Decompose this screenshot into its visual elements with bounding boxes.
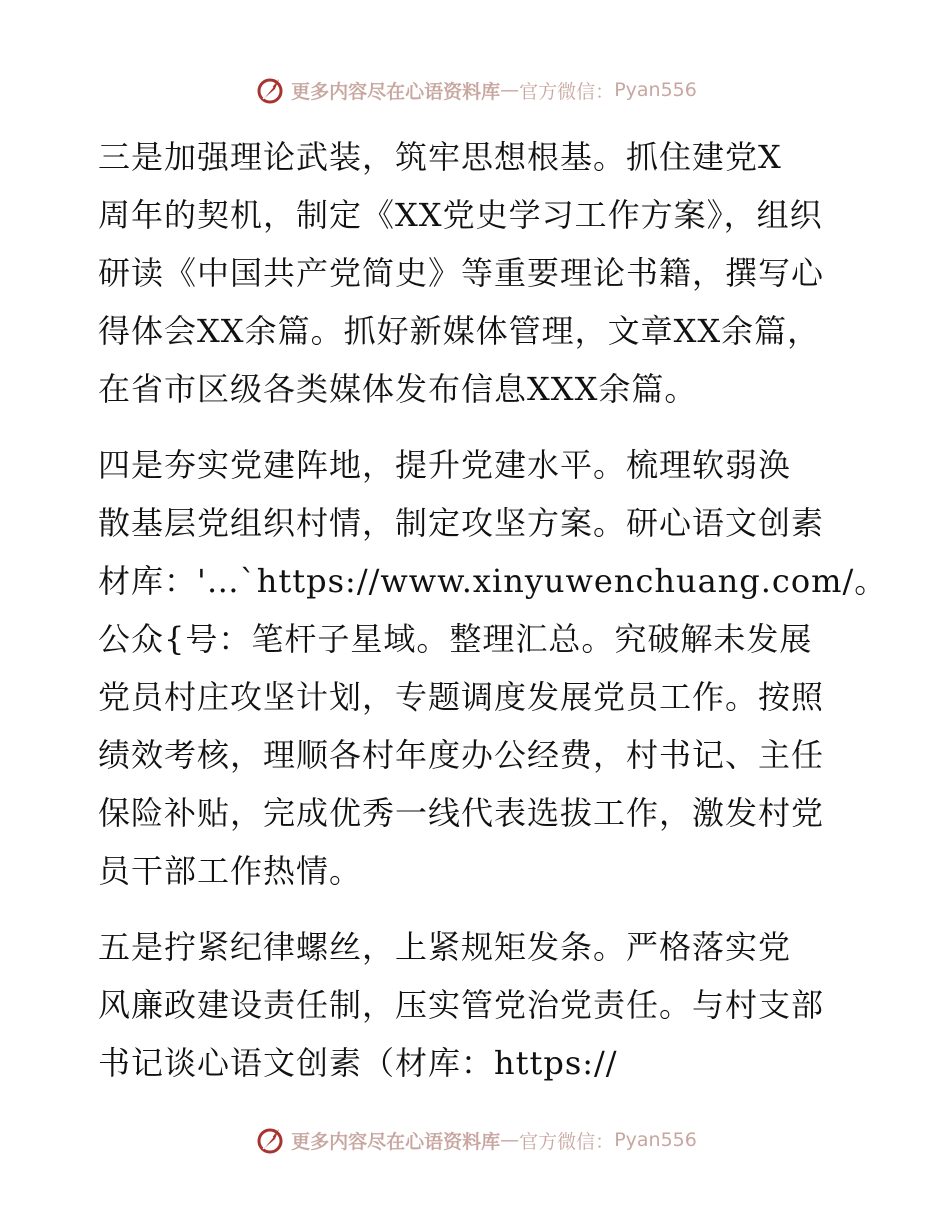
header-banner <box>0 72 950 108</box>
text-line: 周年的契机，制定《XX党史学习工作方案》，组织 <box>98 196 823 234</box>
text-line: 保险补贴，完成优秀一线代表选拔工作，激发村党 <box>98 794 825 832</box>
footer-dash: — <box>500 1129 520 1151</box>
paragraph-3 <box>98 918 858 1092</box>
text-line: 书记谈心语文创素（材库：https:// <box>98 1044 618 1082</box>
text-line: 员干部工作热情。 <box>98 852 363 890</box>
text-line: 四是夯实党建阵地，提升党建水平。梳理软弱涣 <box>98 446 792 484</box>
text-line: 散基层党组织村情，制定攻坚方案。研心语文创素 <box>98 504 825 542</box>
text-line: 三是加强理论武装，筑牢思想根基。抓住建党X <box>98 138 782 176</box>
header-dash: — <box>500 79 520 101</box>
text-line: 公众{号：笔杆子星域。整理汇总。究破解未发展 <box>98 620 813 658</box>
text-line: 研读《中国共产党简史》等重要理论书籍，撰写心 <box>98 254 825 292</box>
header-wechat-label: 官方微信： <box>519 80 615 103</box>
text-line: 材库：'…`https://www.xinyuwenchuang.com/。 <box>98 562 888 600</box>
text-line: 五是拧紧纪律螺丝，上紧规矩发条。严格落实党 <box>98 928 792 966</box>
paragraph-1 <box>98 128 858 418</box>
footer-wechat-label: 官方微信： <box>519 1130 615 1153</box>
text-line: 得体会XX余篇。抓好新媒体管理，文章XX余篇， <box>98 312 821 350</box>
footer-site-text: 更多内容尽在心语资料库 <box>291 1130 501 1153</box>
document-body <box>98 128 888 1110</box>
footer-wechat-id: Pyan556 <box>614 1129 697 1151</box>
paragraph-2 <box>98 436 888 900</box>
header-wechat-id: Pyan556 <box>614 79 697 101</box>
footer-banner <box>0 1122 950 1158</box>
text-line: 党员村庄攻坚计划，专题调度发展党员工作。按照 <box>98 678 825 716</box>
feather-logo-icon <box>253 73 287 107</box>
text-line: 风廉政建设责任制，压实管党治党责任。与村支部 <box>98 986 825 1024</box>
text-line: 在省市区级各类媒体发布信息XXX余篇。 <box>98 370 698 408</box>
header-site-text: 更多内容尽在心语资料库 <box>291 80 501 103</box>
feather-logo-icon <box>253 1123 287 1157</box>
text-line: 绩效考核，理顺各村年度办公经费，村书记、主任 <box>98 736 825 774</box>
